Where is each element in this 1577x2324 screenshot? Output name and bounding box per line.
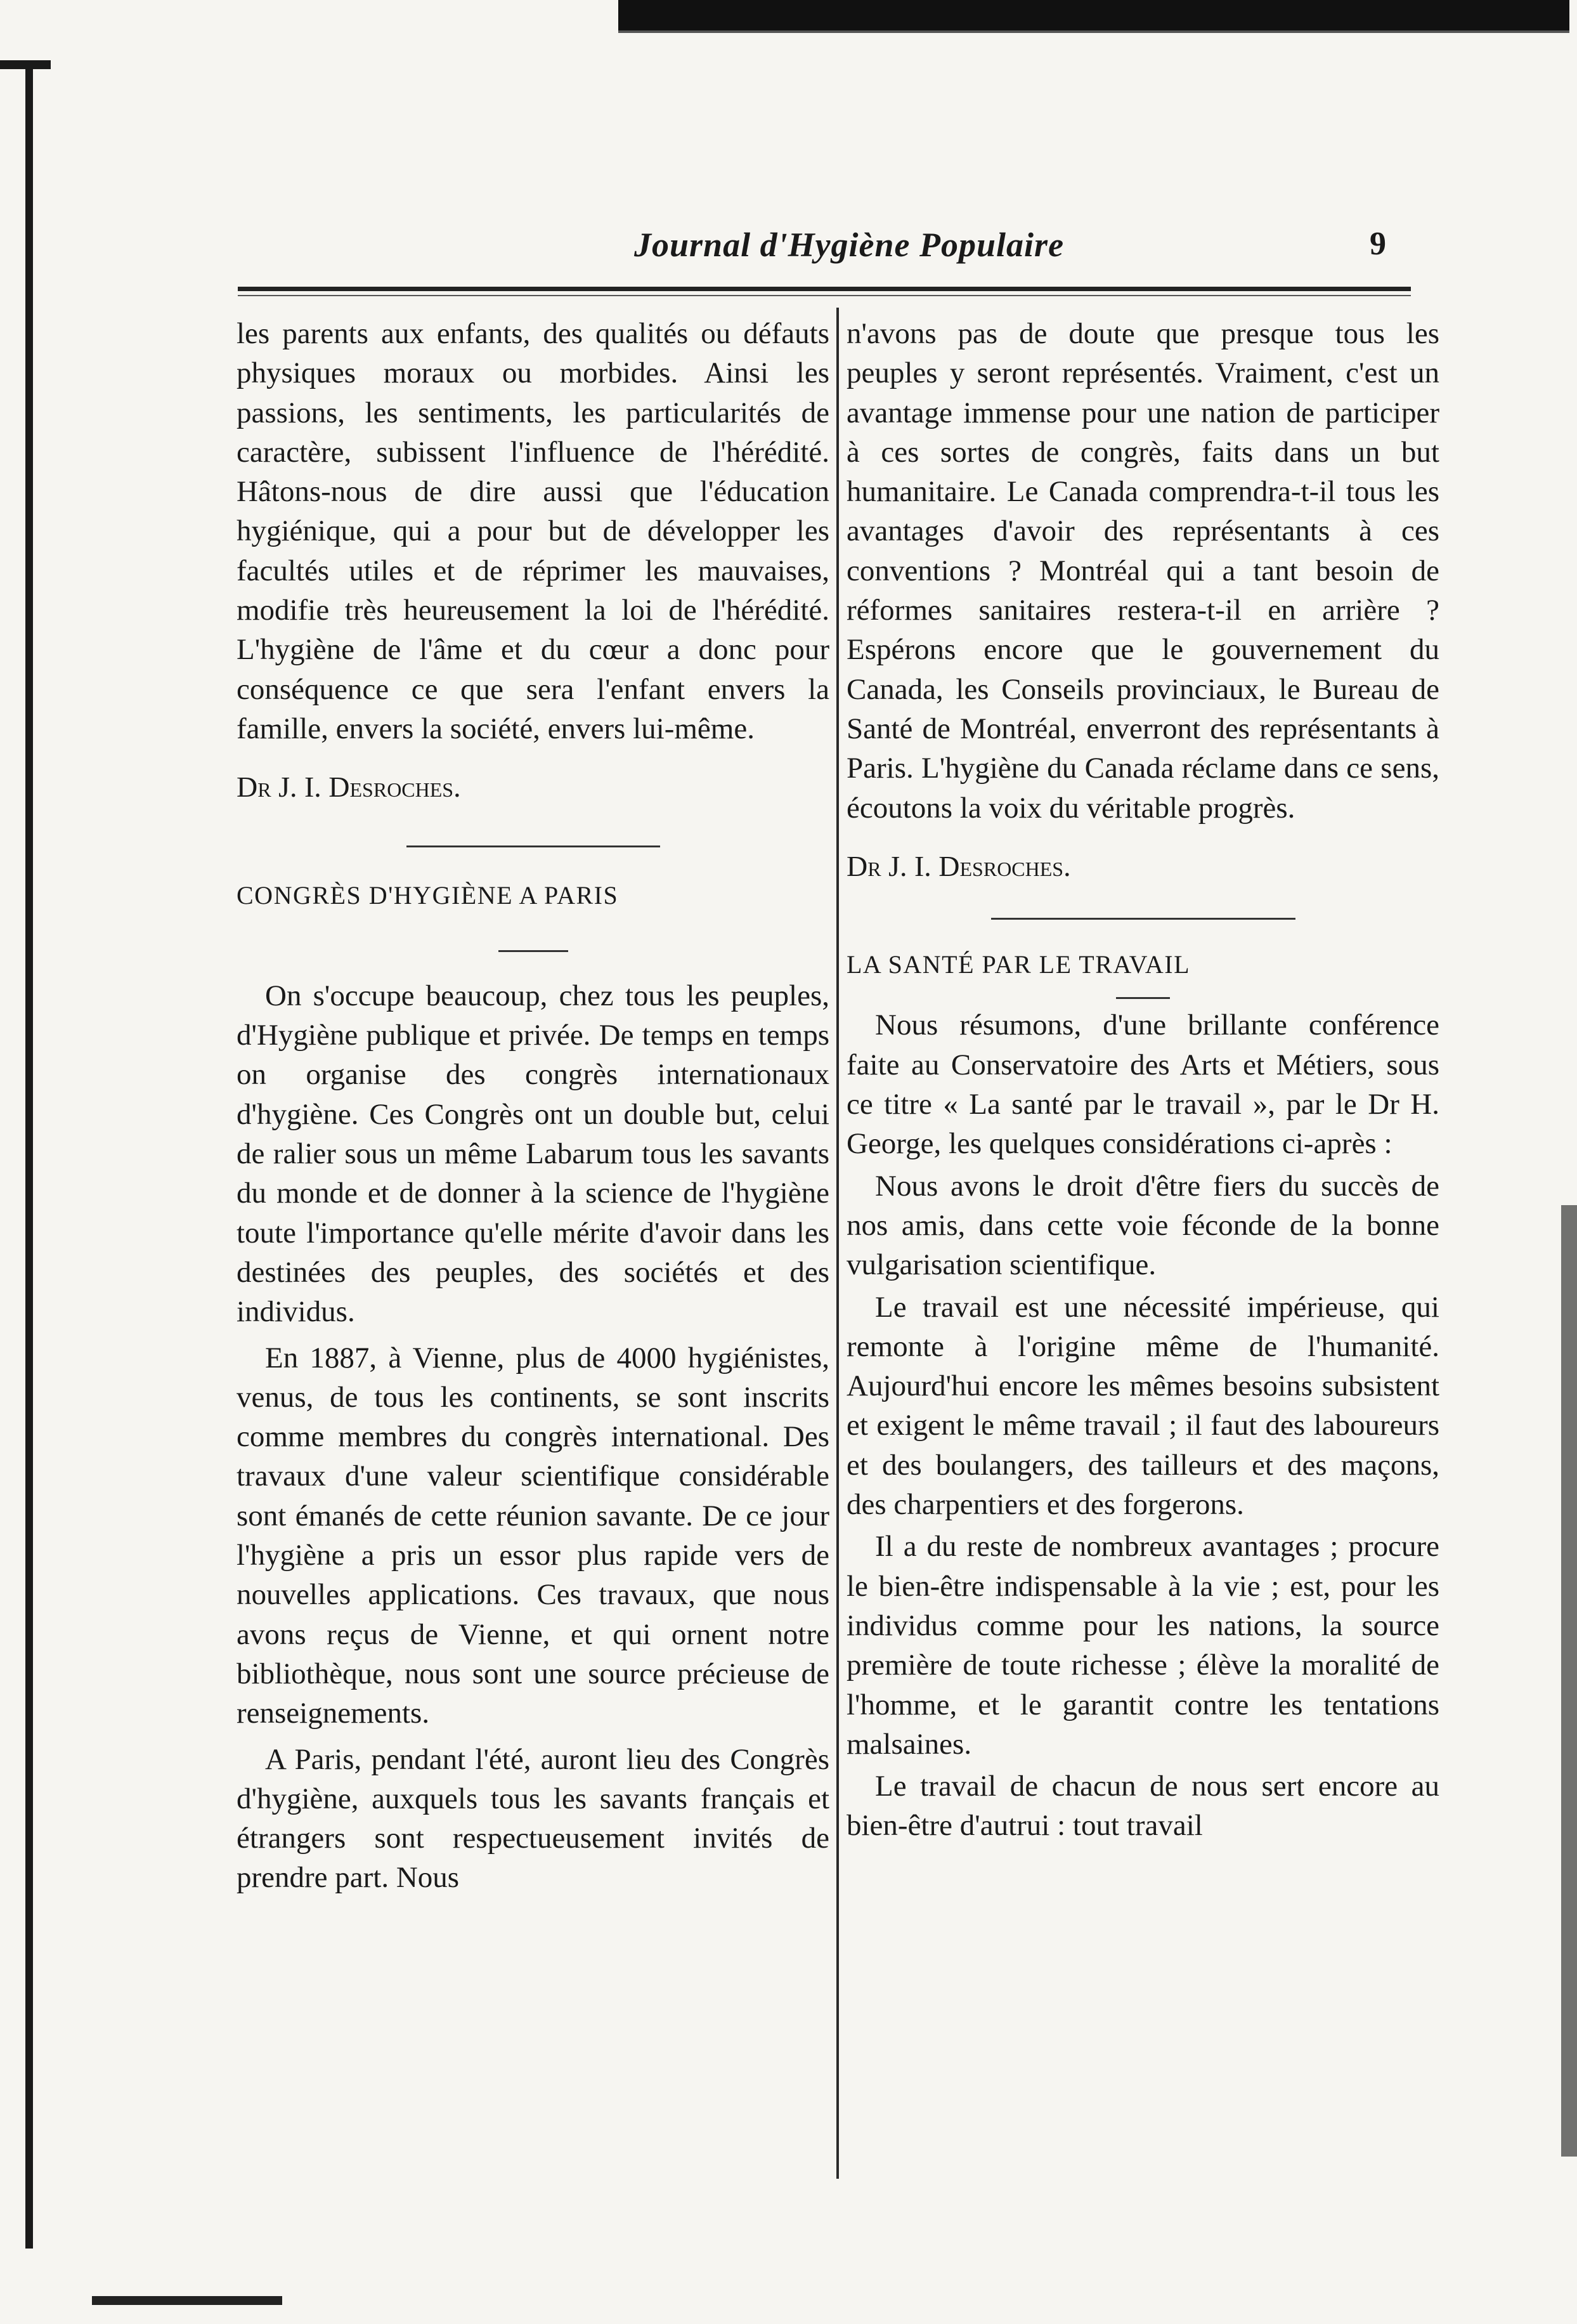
section-title-congres: CONGRÈS D'HYGIÈNE A PARIS [237, 880, 619, 910]
continued-paragraph: les parents aux enfants, des qualités ou défauts physiques moraux ou morbides. Ainsi les passions, les sentiments, les particularités de caractère, subissent l'influence de l'hérédité. Hâtons-nous de dire aussi que l'éducation hygiénique, qui a pour but de développer les facultés utiles et de réprimer les mauvaises, modifie très heureusement la loi de l'hérédité. L'hygiène de l'âme et du cœur a donc pour conséquence ce que sera l'enfant envers la famille, envers la société, envers lui-même. [237, 317, 829, 745]
section-separator [406, 845, 660, 847]
author-signature: Dr J. I. Desroches. [237, 771, 461, 804]
running-header-title: Journal d'Hygiène Populaire [634, 226, 1065, 264]
author-signature: Dr J. I. Desroches. [847, 849, 1071, 882]
section-separator [991, 918, 1295, 920]
title-underline [1116, 997, 1170, 999]
article-paragraph: Nous résumons, d'une brillante conférence faite au Conservatoire des Arts et Métiers, sous ce titre « La santé par le travail », par le Dr H. George, les quelques considérations ci-après : [847, 1009, 1439, 1161]
scan-edge-left [25, 60, 33, 2249]
article-paragraph: Il a du reste de nombreux avantages ; procure le bien-être indispensable à la vie ; est, pour les individus comme pour les nations, la source première de toute richesse ; élève la moralité de l'homme, et le garantit contre les tentations malsaines. [847, 1530, 1439, 1761]
article-paragraph: A Paris, pendant l'été, auront lieu des Congrès d'hygiène, auxquels tous les savants français et étrangers sont respectueusement invités de prendre part. Nous [237, 1742, 829, 1895]
continued-paragraph: n'avons pas de doute que presque tous les peuples y seront représentés. Vraiment, c'est un avantage immense pour une nation de participer à ces sortes de congrès, faits dans un but humanitaire. Le Canada comprendra-t-il tous les avantages d'avoir des représentants à ces conventions ? Montréal qui a tant besoin de réformes sanitaires restera-t-il en arrière ? Espérons encore que le gouvernement du Canada, les Conseils provinciaux, le Bureau de Santé de Montréal, enverront des représentants à Paris. L'hygiène du Canada réclame dans ce sens, écoutons la voix du véritable progrès. [847, 317, 1439, 825]
scan-border-top [618, 0, 1569, 33]
page-number: 9 [1370, 226, 1386, 262]
right-column [847, 314, 1439, 1846]
header-rule-thin [238, 295, 1411, 296]
left-column [237, 314, 829, 1898]
article-paragraph: En 1887, à Vienne, plus de 4000 hygiénistes, venus, de tous les continents, se sont inscrits comme membres du congrès international. Des travaux d'une valeur scientifique considérable sont émanés de cette réunion savante. De ce jour l'hygiène a pris un essor plus rapide vers de nouvelles applications. Ces travaux, que nous avons reçus de Vienne, et qui ornent notre bibliothèque, nous sont une source précieuse de renseignements. [237, 1341, 829, 1730]
header-rule [238, 287, 1411, 291]
scan-border-top-thin [618, 30, 1569, 33]
article-paragraph: On s'occupe beaucoup, chez tous les peuples, d'Hygiène publique et privée. De temps en temps on organise des congrès internationaux d'hygiène. Ces Congrès ont un double but, celui de ralier sous un même Labarum tous les savants du monde et de donner à la science de l'hygiène toute l'importance qu'elle mérite d'avoir dans les destinées des peuples, des sociétés et des individus. [237, 979, 829, 1329]
article-paragraph: Le travail est une nécessité impérieuse, qui remonte à l'origine même de l'humanité. Aujourd'hui encore les mêmes besoins subsistent et exigent le même travail ; il faut des laboureurs et des boulangers, des tailleurs et des maçons, des charpentiers et des forgerons. [847, 1290, 1439, 1522]
title-underline [498, 950, 568, 952]
section-title-sante: LA SANTÉ PAR LE TRAVAIL [847, 950, 1190, 979]
article-paragraph: Le travail de chacun de nous sert encore au bien-être d'autrui : tout travail [847, 1770, 1439, 1843]
column-divider [836, 308, 839, 2179]
article-paragraph: Nous avons le droit d'être fiers du succès de nos amis, dans cette voie féconde de la bonne vulgarisation scientifique. [847, 1169, 1439, 1282]
scan-edge-right [1561, 1205, 1577, 2157]
scan-mark-bottom [92, 2296, 282, 2305]
